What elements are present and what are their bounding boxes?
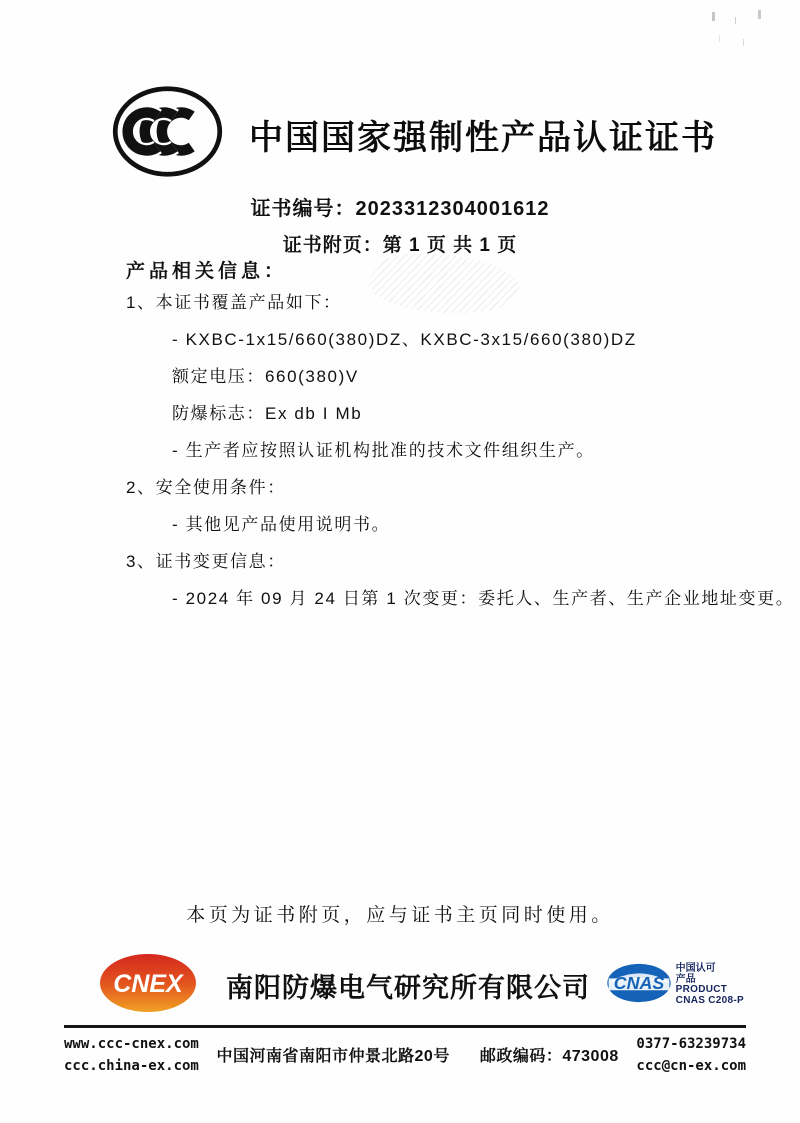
cnas-side-line: 产品: [675, 973, 696, 985]
footer-contact-block: [636, 1033, 746, 1077]
body-line: 2、安全使用条件：: [126, 478, 286, 497]
body-line: - 其他见产品使用说明书。: [172, 515, 391, 534]
phone-text: 0377-63239734: [636, 1036, 746, 1052]
product-info-section: [126, 256, 795, 625]
postcode-text: 邮政编码：473008: [479, 1048, 619, 1065]
cnas-logo-icon: [606, 962, 672, 1009]
footnote: 本页为证书附页，应与证书主页同时使用。: [186, 905, 614, 926]
email-text: ccc@cn-ex.com: [636, 1058, 746, 1074]
body-line: - KXBC-1x15/660(380)DZ、KXBC-3x15/660(380)DZ: [172, 330, 637, 349]
cnas-side-line: PRODUCT: [675, 984, 728, 995]
header: [110, 84, 730, 184]
scan-artifact: [712, 12, 715, 21]
address-text: 中国河南省南阳市仲景北路20号: [216, 1048, 450, 1065]
cert-number: 证书编号：2023312304001612: [250, 198, 550, 220]
product-info-heading: 产品相关信息：: [126, 261, 288, 282]
cnas-accreditation-text: [676, 964, 744, 1006]
footer-divider: [64, 1025, 746, 1028]
footer-contact-bar: [64, 1033, 746, 1077]
footer-address-block: [217, 1033, 619, 1066]
body-line: 防爆标志：Ex db I Mb: [172, 404, 363, 423]
svg-text:CNAS: CNAS: [613, 972, 664, 993]
cert-block: [0, 192, 800, 257]
website-url-2: ccc.china-ex.com: [64, 1058, 199, 1074]
website-url-1: www.ccc-cnex.com: [64, 1036, 199, 1052]
cnex-logo-icon: [98, 952, 198, 1019]
page-title: 中国国家强制性产品认证证书: [249, 118, 717, 157]
company-name: 南阳防爆电气研究所有限公司: [226, 972, 590, 1003]
cnas-side-line: 中国认可: [675, 963, 716, 974]
body-line: 3、证书变更信息：: [126, 552, 286, 571]
footer-websites: [64, 1033, 199, 1077]
cnas-logo-group: [606, 962, 744, 1009]
body-line: - 2024 年 09 月 24 日第 1 次变更：委托人、生产者、生产企业地址变更。: [172, 589, 795, 608]
ccc-logo-icon: [110, 84, 225, 184]
body-line: - 生产者应按照认证机构批准的技术文件组织生产。: [172, 441, 595, 460]
svg-text:CNEX: CNEX: [113, 969, 183, 998]
cnas-side-line: CNAS C208-P: [675, 994, 744, 1006]
footer-logos: [98, 950, 744, 1020]
body-line: 1、本证书覆盖产品如下：: [126, 293, 342, 312]
cert-page-info: 证书附页：第 1 页 共 1 页: [282, 235, 518, 256]
body-line: 额定电压：660(380)V: [172, 367, 359, 386]
